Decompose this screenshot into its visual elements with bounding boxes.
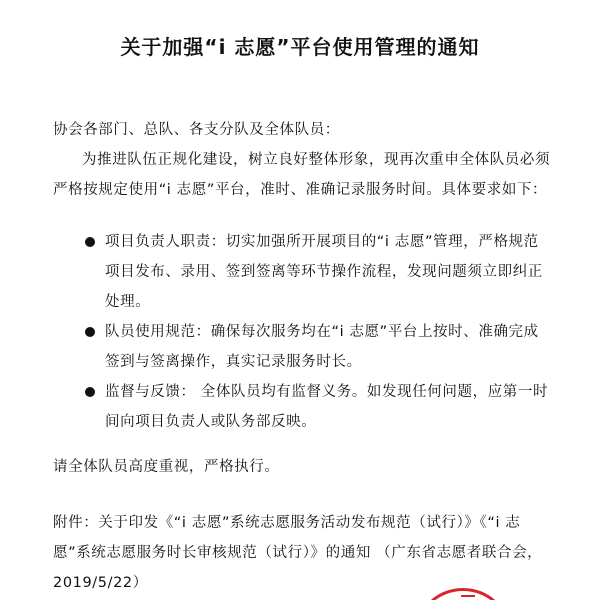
bullet-text: 项目负责人职责：切实加强所开展项目的“i 志愿”管理，严格规范项目发布、录用、签到签离等环节操作流程，发现问题须立即纠正处理。 <box>105 234 543 310</box>
bullet-text: 队员使用规范：确保每次服务均在“i 志愿”平台上按时、准确完成签到与签离操作，真实记录服务时长。 <box>105 324 539 370</box>
bullet-icon <box>85 237 95 247</box>
seal-mark <box>461 595 475 600</box>
list-item <box>53 377 553 437</box>
bullet-icon <box>85 387 95 397</box>
list-item <box>53 317 553 377</box>
salutation: 协会各部门、总队、各支分队及全体队员： <box>53 122 340 138</box>
intro-paragraph: 为推进队伍正规化建设，树立良好整体形象，现再次重申全体队员必须严格按规定使用“i 志愿”平台，准时、准确记录服务时间。具体要求如下： <box>53 152 551 198</box>
bullet-icon <box>85 327 95 337</box>
document-title: 关于加强“i 志愿”平台使用管理的通知 <box>120 35 480 59</box>
attachment-paragraph: 附件：关于印发《“i 志愿”系统志愿服务活动发布规范（试行）》《“i 志愿”系统志愿服务时长审核规范（试行）》的通知 （广东省志愿者联合会，2019/5/22） <box>53 515 543 591</box>
list-item <box>53 227 553 317</box>
bullet-text: 监督与反馈： 全体队员均有监督义务。如发现任何问题，应第一时间向项目负责人或队务部反映。 <box>105 384 549 430</box>
requirements-list <box>53 227 553 437</box>
closing-paragraph: 请全体队员高度重视，严格执行。 <box>53 459 280 475</box>
